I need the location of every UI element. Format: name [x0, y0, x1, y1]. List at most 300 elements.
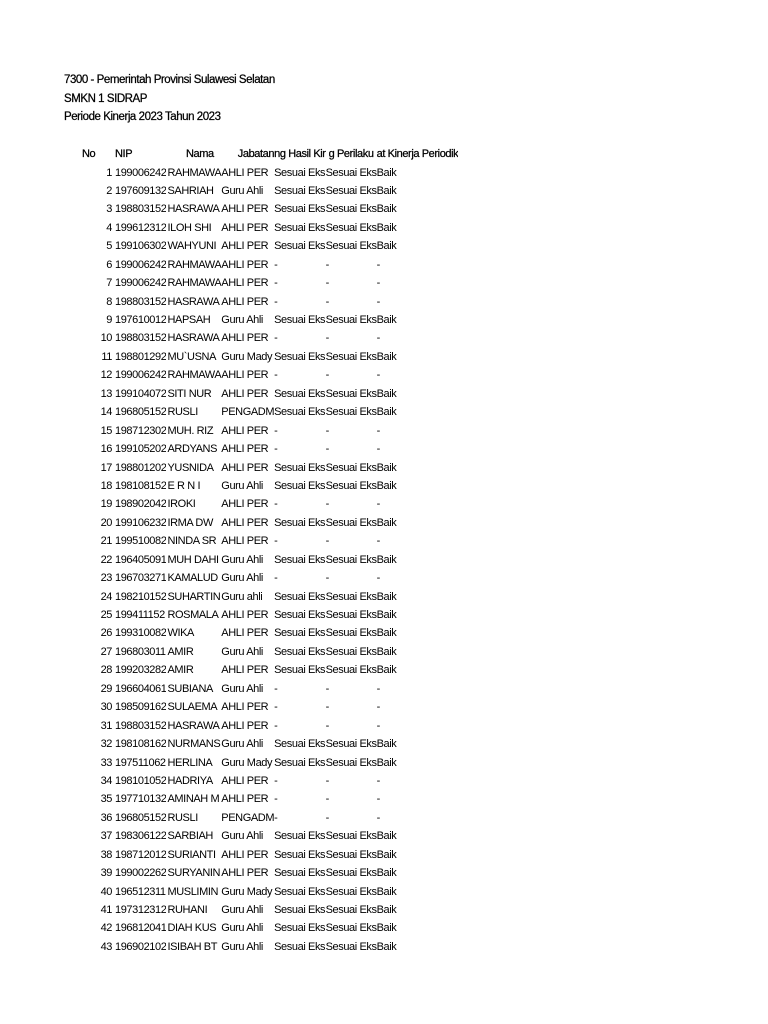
table-row	[63, 385, 458, 403]
report-header	[64, 71, 275, 127]
perilaku-cell: Sesuai Eks	[325, 203, 377, 216]
predikat-cell: Baik	[376, 756, 397, 769]
nama-cell: HASRAWA	[167, 332, 220, 345]
perilaku-cell: Sesuai Eks	[325, 350, 377, 363]
table-row	[63, 182, 458, 200]
predikat-cell: Baik	[376, 830, 397, 843]
nama-cell: RUSLI	[167, 406, 198, 419]
row-number: 27	[100, 645, 112, 658]
nip-cell: 197511062	[115, 756, 166, 769]
nama-cell: MUH. RIZ	[167, 424, 214, 437]
nama-cell: WIKA	[167, 627, 194, 640]
predikat-cell: Baik	[376, 645, 397, 658]
nip-cell: 196812041	[115, 922, 167, 935]
predikat-cell: -	[376, 332, 380, 345]
jabatan-cell: Guru Ahli	[221, 314, 263, 326]
hasil-kerja-cell: Sesuai Eks	[274, 885, 326, 898]
table-row	[63, 827, 458, 845]
jabatan-cell: AHLI PER	[221, 774, 269, 787]
nip-cell: 198803152	[115, 719, 167, 732]
hasil-kerja-cell: -	[274, 424, 278, 437]
predikat-cell: -	[376, 369, 380, 382]
perilaku-cell: -	[325, 443, 329, 456]
nip-cell: 196703271	[115, 572, 167, 585]
nip-cell: 199106302	[115, 240, 167, 253]
table-header-row	[63, 145, 458, 164]
perilaku-cell: Sesuai Eks	[325, 867, 377, 880]
nama-cell: NINDA SR	[167, 535, 217, 548]
nama-cell: DIAH KUS	[167, 922, 217, 935]
hasil-kerja-cell: Sesuai Eks	[274, 867, 326, 880]
table-row	[63, 754, 458, 772]
hasil-kerja-cell: -	[274, 793, 278, 806]
hasil-kerja-cell: -	[274, 498, 278, 511]
perilaku-cell: -	[325, 793, 329, 806]
predikat-cell: Baik	[376, 461, 397, 474]
row-number: 13	[100, 387, 112, 400]
perilaku-cell: Sesuai Eks	[325, 166, 377, 179]
predikat-cell: -	[376, 719, 380, 732]
table-row	[63, 274, 458, 292]
predikat-cell: Baik	[376, 885, 397, 898]
predikat-cell: -	[376, 498, 380, 511]
hasil-kerja-cell: Sesuai Eks	[274, 922, 326, 935]
jabatan-cell: AHLI PER	[221, 535, 269, 548]
predikat-cell: -	[376, 572, 380, 585]
hasil-kerja-cell: -	[274, 258, 278, 271]
nip-cell: 198108152	[115, 479, 167, 492]
table-row	[63, 588, 458, 606]
nama-cell: MUH DAHI	[167, 553, 219, 566]
nama-cell: HERLINA	[167, 756, 213, 769]
row-number: 4	[106, 221, 112, 234]
table-row	[63, 440, 458, 458]
jabatan-cell: AHLI PER	[221, 664, 269, 677]
perilaku-cell: Sesuai Eks	[325, 221, 377, 234]
jabatan-cell: Guru Mady	[221, 756, 273, 769]
nip-cell: 196405091	[115, 553, 167, 566]
predikat-cell: -	[376, 701, 380, 714]
jabatan-cell: Guru Ahli	[221, 922, 263, 935]
hasil-kerja-cell: Sesuai Eks	[274, 738, 326, 751]
perilaku-cell: Sesuai Eks	[325, 922, 377, 935]
table-row	[63, 348, 458, 366]
nama-cell: HASRAWA	[167, 203, 220, 216]
nama-cell: HASRAWA	[167, 295, 220, 308]
table-row	[63, 495, 458, 513]
row-number: 23	[100, 572, 112, 585]
predikat-cell: Baik	[376, 664, 397, 677]
perilaku-cell: -	[325, 332, 329, 345]
column-header-nama: Nama	[186, 148, 214, 161]
predikat-cell: Baik	[376, 406, 397, 419]
predikat-cell: Baik	[376, 516, 397, 529]
nama-cell: IROKI	[167, 498, 196, 511]
table-row	[63, 643, 458, 661]
table-row	[63, 403, 458, 421]
jabatan-cell: Guru Ahli	[221, 682, 263, 695]
jabatan-cell: Guru Ahli	[221, 738, 263, 751]
perilaku-cell: Sesuai Eks	[325, 387, 377, 400]
nama-cell: SULAEMA	[167, 701, 218, 714]
hasil-kerja-cell: Sesuai Eks	[274, 184, 326, 197]
nip-cell: 198902042	[115, 498, 167, 511]
nama-cell: RAHMAWA	[167, 369, 222, 382]
predikat-cell: Baik	[376, 590, 397, 603]
predikat-cell: -	[376, 811, 380, 824]
predikat-cell: Baik	[376, 904, 397, 916]
jabatan-cell: AHLI PER	[221, 443, 269, 456]
nama-cell: RAHMAWA	[167, 166, 222, 179]
row-number: 22	[100, 553, 112, 566]
jabatan-cell: Guru Ahli	[221, 830, 263, 843]
hasil-kerja-cell: Sesuai Eks	[274, 406, 326, 419]
table-row	[63, 477, 458, 495]
predikat-cell: Baik	[376, 350, 397, 363]
predikat-cell: Baik	[376, 240, 397, 253]
school-name: SMKN 1 SIDRAP	[64, 92, 147, 105]
table-row	[63, 864, 458, 882]
nip-cell: 199612312	[115, 221, 167, 234]
table-row	[63, 790, 458, 808]
predikat-cell: -	[376, 424, 380, 437]
nama-cell: ISIBAH BT	[167, 940, 218, 953]
perilaku-cell: Sesuai Eks	[325, 940, 377, 953]
hasil-kerja-cell: Sesuai Eks	[274, 664, 326, 677]
jabatan-cell: PENGADM	[221, 406, 275, 419]
table-row	[63, 551, 458, 569]
jabatan-cell: AHLI PER	[221, 203, 269, 216]
row-number: 30	[100, 701, 112, 714]
jabatan-cell: AHLI PER	[221, 424, 269, 437]
perilaku-cell: -	[325, 811, 329, 824]
nip-cell: 199105202	[115, 443, 167, 456]
nama-cell: HAPSAH	[167, 314, 211, 326]
perilaku-cell: -	[325, 258, 329, 271]
nip-cell: 198306122	[115, 830, 167, 843]
table-row	[63, 329, 458, 347]
hasil-kerja-cell: Sesuai Eks	[274, 848, 326, 861]
table-row	[63, 293, 458, 311]
column-header-nip: NIP	[115, 148, 133, 161]
nama-cell: YUSNIDA	[167, 461, 214, 474]
row-number: 3	[106, 203, 112, 216]
nip-cell: 199006242	[115, 369, 167, 382]
perilaku-cell: Sesuai Eks	[325, 664, 377, 677]
hasil-kerja-cell: Sesuai Eks	[274, 387, 326, 400]
nama-cell: SURYANIN	[167, 867, 221, 880]
nama-cell: RUHANI	[167, 904, 208, 916]
row-number: 19	[100, 498, 112, 511]
row-number: 35	[100, 793, 112, 806]
predikat-cell: Baik	[376, 479, 397, 492]
perilaku-cell: Sesuai Eks	[325, 738, 377, 751]
row-number: 16	[100, 443, 112, 456]
column-header-predikat: at Kinerja Periodik	[376, 148, 459, 161]
nama-cell: SAHRIAH	[167, 184, 214, 197]
hasil-kerja-cell: Sesuai Eks	[274, 516, 326, 529]
jabatan-cell: Guru Ahli	[221, 940, 263, 953]
row-number: 34	[100, 774, 112, 787]
jabatan-cell: AHLI PER	[221, 332, 269, 345]
nama-cell: E R N I	[167, 479, 201, 492]
nama-cell: SUHARTIN	[167, 590, 221, 603]
perilaku-cell: Sesuai Eks	[325, 479, 377, 492]
row-number: 14	[100, 406, 112, 419]
hasil-kerja-cell: Sesuai Eks	[274, 645, 326, 658]
hasil-kerja-cell: Sesuai Eks	[274, 461, 326, 474]
perilaku-cell: Sesuai Eks	[325, 904, 377, 916]
nip-cell: 199203282	[115, 664, 167, 677]
perilaku-cell: -	[325, 719, 329, 732]
row-number: 31	[100, 719, 112, 732]
jabatan-cell: Guru Ahli	[221, 553, 263, 566]
row-number: 8	[106, 295, 112, 308]
table-row	[63, 624, 458, 642]
jabatan-cell: AHLI PER	[221, 240, 269, 253]
row-number: 11	[101, 350, 112, 363]
predikat-cell: Baik	[376, 221, 397, 234]
table-row	[63, 846, 458, 864]
predikat-cell: Baik	[376, 184, 397, 197]
predikat-cell: Baik	[376, 609, 397, 621]
row-number: 37	[100, 830, 112, 843]
perilaku-cell: Sesuai Eks	[325, 184, 377, 197]
perilaku-cell: Sesuai Eks	[325, 848, 377, 861]
row-number: 39	[100, 867, 112, 880]
nama-cell: NURMANS	[167, 738, 221, 751]
table-row	[63, 422, 458, 440]
nip-cell: 198801292	[115, 350, 167, 363]
perilaku-cell: -	[325, 535, 329, 548]
hasil-kerja-cell: Sesuai Eks	[274, 830, 326, 843]
perilaku-cell: Sesuai Eks	[325, 756, 377, 769]
nip-cell: 197710132	[115, 793, 167, 806]
perilaku-cell: Sesuai Eks	[325, 885, 377, 898]
row-number: 24	[100, 590, 112, 603]
nip-cell: 198712012	[115, 848, 167, 861]
nama-cell: HADRIYA	[167, 774, 213, 787]
nama-cell: WAHYUNI	[167, 240, 217, 253]
hasil-kerja-cell: Sesuai Eks	[274, 166, 326, 179]
jabatan-cell: AHLI PER	[221, 369, 269, 382]
nip-cell: 198108162	[115, 738, 167, 751]
hasil-kerja-cell: -	[274, 774, 278, 787]
table-row	[63, 569, 458, 587]
hasil-kerja-cell: -	[274, 295, 278, 308]
nama-cell: MU`USNA	[167, 350, 217, 363]
table-row	[63, 938, 458, 956]
jabatan-cell: AHLI PER	[221, 701, 269, 714]
perilaku-cell: Sesuai Eks	[325, 314, 377, 326]
table-row	[63, 901, 458, 919]
predikat-cell: Baik	[376, 922, 397, 935]
hasil-kerja-cell: -	[274, 369, 278, 382]
hasil-kerja-cell: Sesuai Eks	[274, 314, 326, 326]
nama-cell: RAHMAWA	[167, 258, 222, 271]
jabatan-cell: AHLI PER	[221, 258, 269, 271]
jabatan-cell: AHLI PER	[221, 221, 269, 234]
predikat-cell: Baik	[376, 848, 397, 861]
predikat-cell: Baik	[376, 166, 397, 179]
predikat-cell: -	[376, 443, 380, 456]
table-row	[63, 164, 458, 182]
predikat-cell: Baik	[376, 627, 397, 640]
table-row	[63, 200, 458, 218]
hasil-kerja-cell: Sesuai Eks	[274, 590, 326, 603]
nip-cell: 197610012	[115, 314, 167, 326]
perilaku-cell: -	[325, 498, 329, 511]
nama-cell: RAHMAWA	[167, 277, 222, 290]
nip-cell: 196803011	[115, 645, 166, 658]
row-number: 20	[100, 516, 112, 529]
nama-cell: MUSLIMIN	[167, 885, 219, 898]
predikat-cell: -	[376, 774, 380, 787]
nama-cell: HASRAWA	[167, 719, 220, 732]
nip-cell: 199006242	[115, 258, 167, 271]
jabatan-cell: AHLI PER	[221, 277, 269, 290]
row-number: 6	[106, 258, 112, 271]
table-row	[63, 532, 458, 550]
hasil-kerja-cell: -	[274, 682, 278, 695]
jabatan-cell: Guru Mady	[221, 350, 273, 363]
column-header-no: No	[82, 148, 96, 161]
jabatan-cell: AHLI PER	[221, 498, 269, 511]
predikat-cell: -	[376, 793, 380, 806]
hasil-kerja-cell: Sesuai Eks	[274, 350, 326, 363]
perilaku-cell: Sesuai Eks	[325, 516, 377, 529]
row-number: 7	[106, 277, 112, 290]
jabatan-cell: AHLI PER	[221, 627, 269, 640]
hasil-kerja-cell: Sesuai Eks	[274, 627, 326, 640]
predikat-cell: -	[376, 258, 380, 271]
nip-cell: 198803152	[115, 203, 167, 216]
nip-cell: 196512311	[115, 885, 166, 898]
hasil-kerja-cell: Sesuai Eks	[274, 203, 326, 216]
jabatan-cell: Guru Ahli	[221, 479, 263, 492]
nip-cell: 197609132	[115, 184, 167, 197]
table-row	[63, 809, 458, 827]
perilaku-cell: Sesuai Eks	[325, 609, 377, 621]
nip-cell: 199006242	[115, 166, 167, 179]
row-number: 26	[100, 627, 112, 640]
nip-cell: 198801202	[115, 461, 167, 474]
nip-cell: 196902102	[115, 940, 167, 953]
predikat-cell: -	[376, 535, 380, 548]
hasil-kerja-cell: Sesuai Eks	[274, 609, 326, 621]
nama-cell: ROSMALA	[167, 609, 219, 621]
row-number: 1	[106, 166, 112, 179]
nama-cell: AMINAH M	[167, 793, 220, 806]
table-row	[63, 311, 458, 329]
hasil-kerja-cell: -	[274, 277, 278, 290]
table-row	[63, 772, 458, 790]
predikat-cell: Baik	[376, 314, 397, 326]
nip-cell: 197312312	[115, 904, 167, 916]
nip-cell: 198712302	[115, 424, 167, 437]
jabatan-cell: AHLI PER	[221, 387, 269, 400]
agency-title: 7300 - Pemerintah Provinsi Sulawesi Selatan	[64, 74, 275, 86]
hasil-kerja-cell: -	[274, 572, 278, 585]
row-number: 29	[100, 682, 112, 695]
nama-cell: ILOH SHI	[167, 221, 212, 234]
nip-cell: 199002262	[115, 867, 167, 880]
row-number: 28	[100, 664, 112, 677]
table-row	[63, 514, 458, 532]
perilaku-cell: -	[325, 682, 329, 695]
perilaku-cell: Sesuai Eks	[325, 240, 377, 253]
performance-table	[63, 145, 458, 956]
row-number: 21	[100, 535, 112, 548]
table-row	[63, 606, 458, 624]
jabatan-cell: Guru Ahli	[221, 184, 263, 197]
perilaku-cell: Sesuai Eks	[325, 553, 377, 566]
perilaku-cell: -	[325, 572, 329, 585]
table-row	[63, 256, 458, 274]
nama-cell: RUSLI	[167, 811, 198, 824]
row-number: 33	[100, 756, 112, 769]
nip-cell: 199106232	[115, 516, 167, 529]
jabatan-cell: Guru Ahli	[221, 572, 263, 585]
hasil-kerja-cell: -	[274, 719, 278, 732]
table-body	[63, 164, 458, 957]
nip-cell: 198210152	[115, 590, 167, 603]
nip-cell: 196805152	[115, 811, 167, 824]
predikat-cell: -	[376, 277, 380, 290]
nip-cell: 196805152	[115, 406, 167, 419]
nama-cell: SUBIANA	[167, 682, 213, 695]
hasil-kerja-cell: Sesuai Eks	[274, 904, 326, 916]
row-number: 9	[106, 314, 112, 326]
perilaku-cell: -	[325, 295, 329, 308]
jabatan-cell: AHLI PER	[221, 609, 269, 621]
perilaku-cell: Sesuai Eks	[325, 461, 377, 474]
nip-cell: 199411152	[115, 609, 165, 621]
predikat-cell: Baik	[376, 738, 397, 751]
predikat-cell: -	[376, 295, 380, 308]
row-number: 32	[100, 738, 112, 751]
nip-cell: 198803152	[115, 332, 167, 345]
hasil-kerja-cell: Sesuai Eks	[274, 221, 326, 234]
nip-cell: 199310082	[115, 627, 167, 640]
table-row	[63, 883, 458, 901]
column-header-jabatan: Jabatan	[237, 148, 275, 161]
table-row	[63, 698, 458, 716]
jabatan-cell: AHLI PER	[221, 793, 269, 806]
table-row	[63, 919, 458, 937]
hasil-kerja-cell: -	[274, 443, 278, 456]
perilaku-cell: -	[325, 369, 329, 382]
nip-cell: 196604061	[115, 682, 167, 695]
nip-cell: 199104072	[115, 387, 167, 400]
hasil-kerja-cell: Sesuai Eks	[274, 940, 326, 953]
table-row	[63, 219, 458, 237]
perilaku-cell: Sesuai Eks	[325, 406, 377, 419]
perilaku-cell: Sesuai Eks	[325, 627, 377, 640]
row-number: 10	[100, 332, 112, 345]
perilaku-cell: Sesuai Eks	[325, 590, 377, 603]
jabatan-cell: AHLI PER	[221, 461, 269, 474]
perilaku-cell: -	[325, 424, 329, 437]
row-number: 18	[100, 479, 112, 492]
jabatan-cell: Guru ahli	[221, 590, 263, 603]
hasil-kerja-cell: -	[274, 332, 278, 345]
row-number: 17	[100, 461, 112, 474]
jabatan-cell: Guru Ahli	[221, 904, 263, 916]
perilaku-cell: Sesuai Eks	[325, 830, 377, 843]
row-number: 36	[100, 811, 112, 824]
table-row	[63, 366, 458, 384]
